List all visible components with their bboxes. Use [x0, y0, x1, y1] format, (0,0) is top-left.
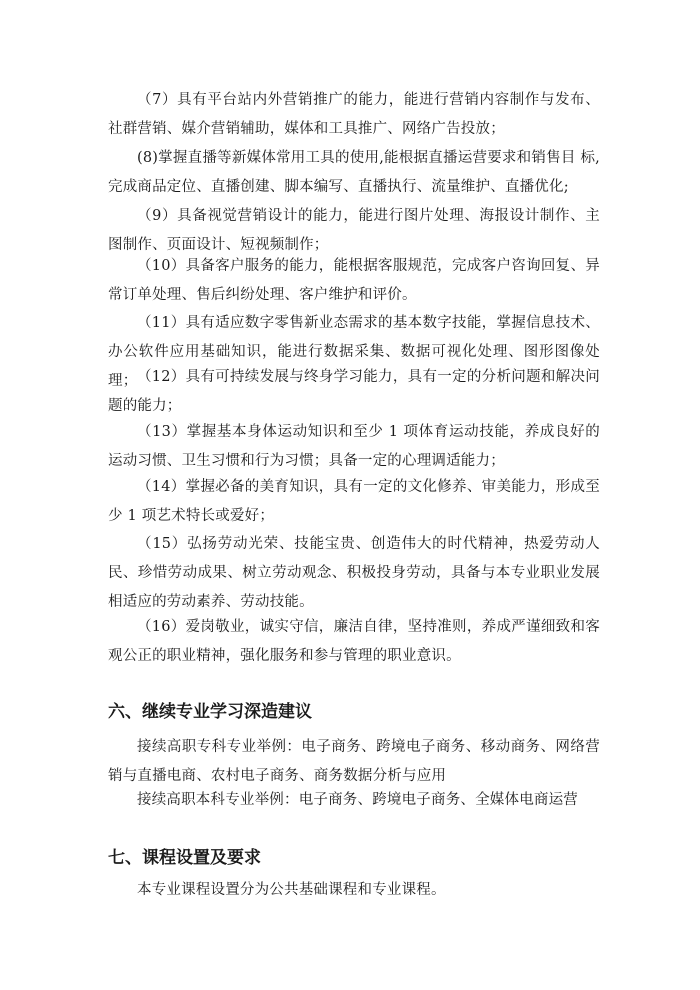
competency-item-10: （10）具备客户服务的能力，能根据客服规范，完成客户咨询回复、异常订单处理、售后纠纷处理、客户维护和评价。 — [108, 258, 600, 303]
section-6-heading: 六、继续专业学习深造建议 — [108, 702, 312, 722]
section-7-paragraph-1: 本专业课程设置分为公共基础课程和专业课程。 — [137, 882, 446, 898]
competency-item-12: （12）具有可持续发展与终身学习能力，具有一定的分析问题和解决问题的能力； — [108, 369, 600, 414]
competency-item-9: （9）具备视觉营销设计的能力，能进行图片处理、海报设计制作、主图制作、页面设计、短视频制作； — [108, 208, 600, 253]
competency-item-16: （16）爱岗敬业，诚实守信，廉洁自律，坚持准则，养成严谨细致和客观公正的职业精神，强化服务和参与管理的职业意识。 — [108, 619, 600, 664]
section-6-paragraph-1: 接续高职专科专业举例：电子商务、跨境电子商务、移动商务、网络营销与直播电商、农村电子商务、商务数据分析与应用 — [108, 739, 600, 784]
competency-item-13: （13）掌握基本身体运动知识和至少 1 项体育运动技能，养成良好的运动习惯、卫生习惯和行为习惯；具备一定的心理调适能力； — [108, 424, 600, 469]
competency-item-14: （14）掌握必备的美育知识，具有一定的文化修养、审美能力，形成至少 1 项艺术特长或爱好； — [108, 479, 600, 524]
competency-item-11: （11）具有适应数字零售新业态需求的基本数字技能，掌握信息技术、办公软件应用基础知识，能进行数据采集、数据可视化处理、图形图像处理； — [108, 315, 600, 389]
section-7-heading: 七、课程设置及要求 — [108, 848, 261, 868]
competency-item-7: （7）具有平台站内外营销推广的能力，能进行营销内容制作与发布、社群营销、媒介营销辅助，媒体和工具推广、网络广告投放； — [108, 92, 600, 137]
competency-item-8: (8)掌握直播等新媒体常用工具的使用,能根据直播运营要求和销售目 标,完成商品定位、直播创建、脚本编写、直播执行、流量维护、直播优化; — [108, 150, 600, 195]
section-6-paragraph-2: 接续高职本科专业举例：电子商务、跨境电子商务、全媒体电商运营 — [137, 792, 578, 808]
competency-item-15: （15）弘扬劳动光荣、技能宝贵、创造伟大的时代精神，热爱劳动人民、珍惜劳动成果、树立劳动观念、积极投身劳动，具备与本专业职业发展相适应的劳动素养、劳动技能。 — [108, 536, 600, 610]
